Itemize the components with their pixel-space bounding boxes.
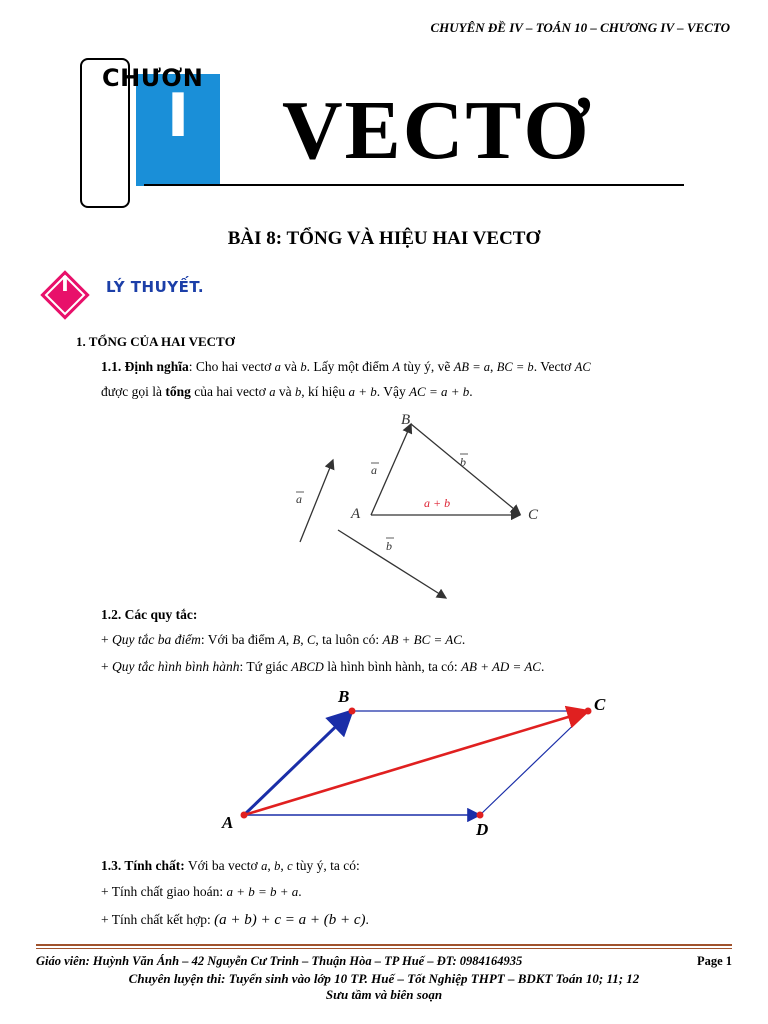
props-intro: 1.3. Tính chất: Với ba vectơ a, b, c tùy ý, ta có: [101, 858, 360, 873]
free-arrow-b [338, 530, 446, 598]
rule-name: Quy tắc hình bình hành [112, 659, 240, 674]
label-c: C [594, 695, 606, 714]
text: + [101, 632, 109, 647]
point-c: C [307, 633, 316, 647]
text: + Tính chất giao hoán: [101, 884, 224, 899]
footer-rule [36, 948, 732, 949]
eq-ac-sum: AC = a + b [409, 384, 470, 399]
label-c: C [528, 507, 539, 523]
text: . Lấy một điểm [306, 359, 390, 374]
text: : Với ba điểm [200, 632, 275, 647]
lesson-title: BÀI 8: TỔNG VÀ HIỆU HAI VECTƠ [227, 228, 541, 249]
label-a: A [351, 506, 361, 522]
label-vec-b: b [460, 455, 466, 469]
point-a: A [278, 633, 286, 647]
text: tùy ý, vẽ [403, 359, 451, 374]
page-header: CHUYÊN ĐỀ IV – TOÁN 10 – CHƯƠNG IV – VECTO [430, 20, 730, 35]
vertex-a [241, 812, 248, 819]
vector-a: a [274, 360, 281, 374]
text: , kí hiệu [301, 384, 346, 399]
rules-heading: 1.2. Các quy tắc: [101, 607, 198, 622]
label-b: B [338, 687, 350, 706]
arrow-ab [371, 424, 411, 515]
page-number: Page 1 [696, 954, 732, 968]
label-vec-sum: a + b [424, 496, 451, 510]
vector-b: b [274, 859, 281, 873]
rule-parallelogram: + Quy tắc hình bình hành: Tứ giác ABCD là hình bình hành, ta có: AB + AD = AC. [101, 659, 545, 674]
footer-course: Chuyên luyện thi: Tuyển sinh vào lớp 10 TP. Huế – Tốt Nghiệp THPT – BDKT Toán 10; 11; 12 [128, 971, 640, 986]
footer-rule [36, 944, 732, 946]
point-a: A [392, 360, 401, 374]
definition-label: 1.1. Định nghĩa [101, 359, 189, 374]
eq-bc: BC = b [496, 360, 534, 374]
eq-commutative: a + b = b + a [226, 884, 299, 899]
definition-line-2 [101, 384, 473, 400]
text: : Tứ giác [239, 659, 288, 674]
part1-heading: 1. TỔNG CỦA HAI VECTƠ [76, 334, 235, 349]
text: + Tính chất kết hợp: [101, 912, 211, 927]
label-free-a: a [296, 492, 302, 506]
label-vec-a: a [371, 463, 377, 477]
rule-three-points: + Quy tắc ba điểm: Với ba điểm A, B, C, ta luôn có: AB + BC = AC. [101, 632, 466, 647]
text: . [469, 384, 473, 399]
footer-teacher: Giáo viên: Huỳnh Văn Ánh – 42 Nguyễn Cư Trinh – Thuận Hòa – TP Huế – ĐT: 0984164935 [36, 954, 523, 968]
sum-notation: a + b [348, 384, 377, 399]
rule-name: Quy tắc ba điểm [112, 632, 201, 647]
definition-line-1 [101, 359, 591, 375]
chapter-title: VECTƠ [282, 84, 591, 177]
quad-abcd: ABCD [291, 660, 324, 674]
parallelogram-figure [210, 684, 630, 844]
text: và [284, 359, 298, 374]
arrow-ac [244, 711, 588, 815]
props-heading: 1.3. Tính chất: [101, 858, 185, 873]
text: tùy ý, ta có: [296, 858, 360, 873]
vertex-b [349, 708, 356, 715]
text: được gọi là [101, 384, 162, 399]
vertex-c [585, 708, 592, 715]
section-number: I [61, 272, 69, 296]
text: của hai vectơ [194, 384, 266, 399]
prop-associative: + Tính chất kết hợp: (a + b) + c = a + (b + c). [101, 912, 369, 928]
text: . Vậy [376, 384, 406, 399]
eq-parallelogram: AB + AD = AC [461, 659, 541, 674]
text: , [490, 359, 494, 374]
term-tong: tổng [165, 384, 191, 399]
text: Với ba vectơ [187, 858, 258, 873]
vector-a: a [261, 859, 268, 873]
text: và [278, 384, 292, 399]
label-b: B [401, 412, 411, 428]
chapter-number: I [166, 81, 190, 151]
vector-ac: AC [574, 360, 591, 374]
eq-three-points: AB + BC = AC [382, 632, 462, 647]
vector-b: b [300, 360, 307, 374]
section-label: LÝ THUYẾT. [106, 278, 205, 296]
label-free-b: b [386, 539, 392, 553]
text: . Vectơ [533, 359, 572, 374]
label-a: A [222, 813, 234, 832]
text: : Cho hai vectơ [188, 359, 272, 374]
label-d: D [476, 820, 489, 839]
free-arrow-a [300, 460, 333, 542]
triangle-figure [280, 406, 560, 612]
title-underline [144, 184, 684, 186]
text: , ta luôn có: [315, 632, 380, 647]
vector-b: b [294, 385, 302, 399]
vertex-d [477, 812, 484, 819]
vector-c: c [287, 859, 293, 873]
prop-commutative: + Tính chất giao hoán: a + b = b + a. [101, 884, 302, 899]
point-b: B [292, 633, 301, 647]
chapter-word: CHƯƠN [102, 64, 204, 92]
text: là hình bình hành, ta có: [327, 659, 458, 674]
footer-credit: Sưu tầm và biên soạn [325, 987, 443, 1002]
vector-a: a [269, 385, 276, 399]
text: + [101, 659, 109, 674]
eq-associative: (a + b) + c = a + (b + c) [214, 912, 366, 928]
eq-ab: AB = a [453, 360, 491, 374]
